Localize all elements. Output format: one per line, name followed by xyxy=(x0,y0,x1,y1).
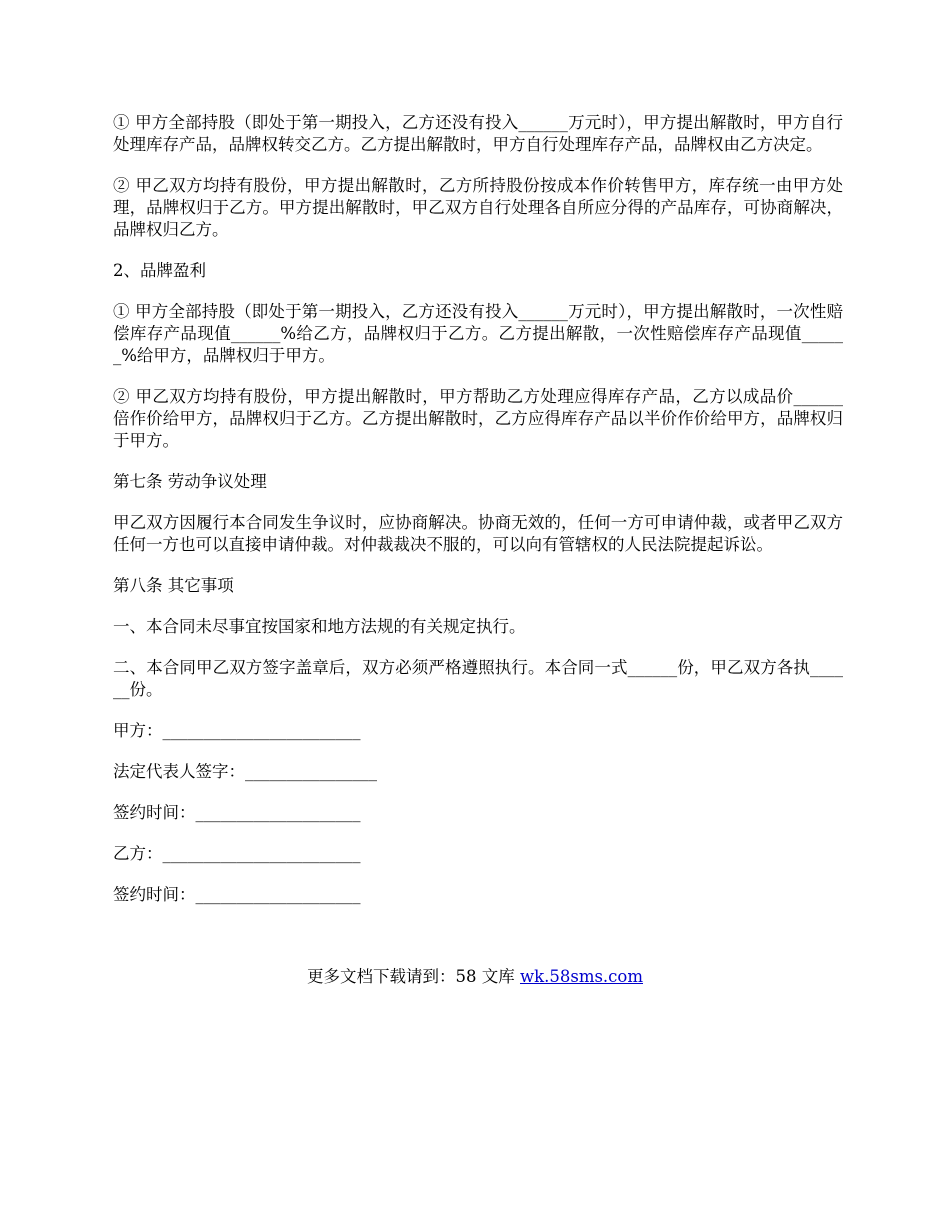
party-a-signature-line: 甲方：________________________ xyxy=(113,721,361,740)
party-a-signing-date-line: 签约时间：____________________ xyxy=(113,803,361,822)
article-7-heading: 第七条 劳动争议处理 xyxy=(113,472,267,491)
party-b-signature-line: 乙方：________________________ xyxy=(113,844,361,863)
footer xyxy=(0,966,950,988)
clause-profit-full-ownership: ① 甲方全部持股（即处于第一期投入，乙方还没有投入______万元时），甲方提出解散时，一次性赔偿库存产品现值______%给乙方，品牌权归于乙方。乙方提出解散，一次性赔偿库存产品现值______%给甲方，品牌权归于甲方。 xyxy=(113,302,843,365)
footer-link[interactable]: wk.58sms.com xyxy=(519,967,643,986)
clause-dissolve-shared-ownership: ② 甲乙双方均持有股份，甲方提出解散时，乙方所持股份按成本作价转售甲方，库存统一由甲方处理，品牌权归于乙方。甲方提出解散时，甲乙双方自行处理各自所应分得的产品库存，可协商解决，品牌权归乙方。 xyxy=(113,176,843,239)
article-8-heading: 第八条 其它事项 xyxy=(113,576,234,595)
clause-profit-shared-ownership: ② 甲乙双方均持有股份，甲方提出解散时，甲方帮助乙方处理应得库存产品，乙方以成品价______倍作价给甲方，品牌权归于乙方。乙方提出解散时，乙方应得库存产品以半价作价给甲方，品牌权归于甲方。 xyxy=(113,387,843,450)
article-8-item-1: 一、本合同未尽事宜按国家和地方法规的有关规定执行。 xyxy=(113,617,526,636)
clause-dissolve-full-ownership: ① 甲方全部持股（即处于第一期投入，乙方还没有投入______万元时），甲方提出解散时，甲方自行处理库存产品，品牌权转交乙方。乙方提出解散时，甲方自行处理库存产品，品牌权由乙方决定。 xyxy=(113,113,843,154)
document-page xyxy=(113,112,843,925)
footer-text: 更多文档下载请到：58 文库 xyxy=(306,967,520,986)
party-b-signing-date-line: 签约时间：____________________ xyxy=(113,885,361,904)
article-7-body: 甲乙双方因履行本合同发生争议时，应协商解决。协商无效的，任何一方可申请仲裁，或者甲乙双方任何一方也可以直接申请仲裁。对仲裁裁决不服的，可以向有管辖权的人民法院提起诉讼。 xyxy=(113,513,843,554)
article-8-item-2: 二、本合同甲乙双方签字盖章后，双方必须严格遵照执行。本合同一式______份，甲乙双方各执______份。 xyxy=(113,658,843,699)
legal-representative-signature-line: 法定代表人签字：________________ xyxy=(113,762,377,781)
section-brand-profit: 2、品牌盈利 xyxy=(113,261,206,280)
